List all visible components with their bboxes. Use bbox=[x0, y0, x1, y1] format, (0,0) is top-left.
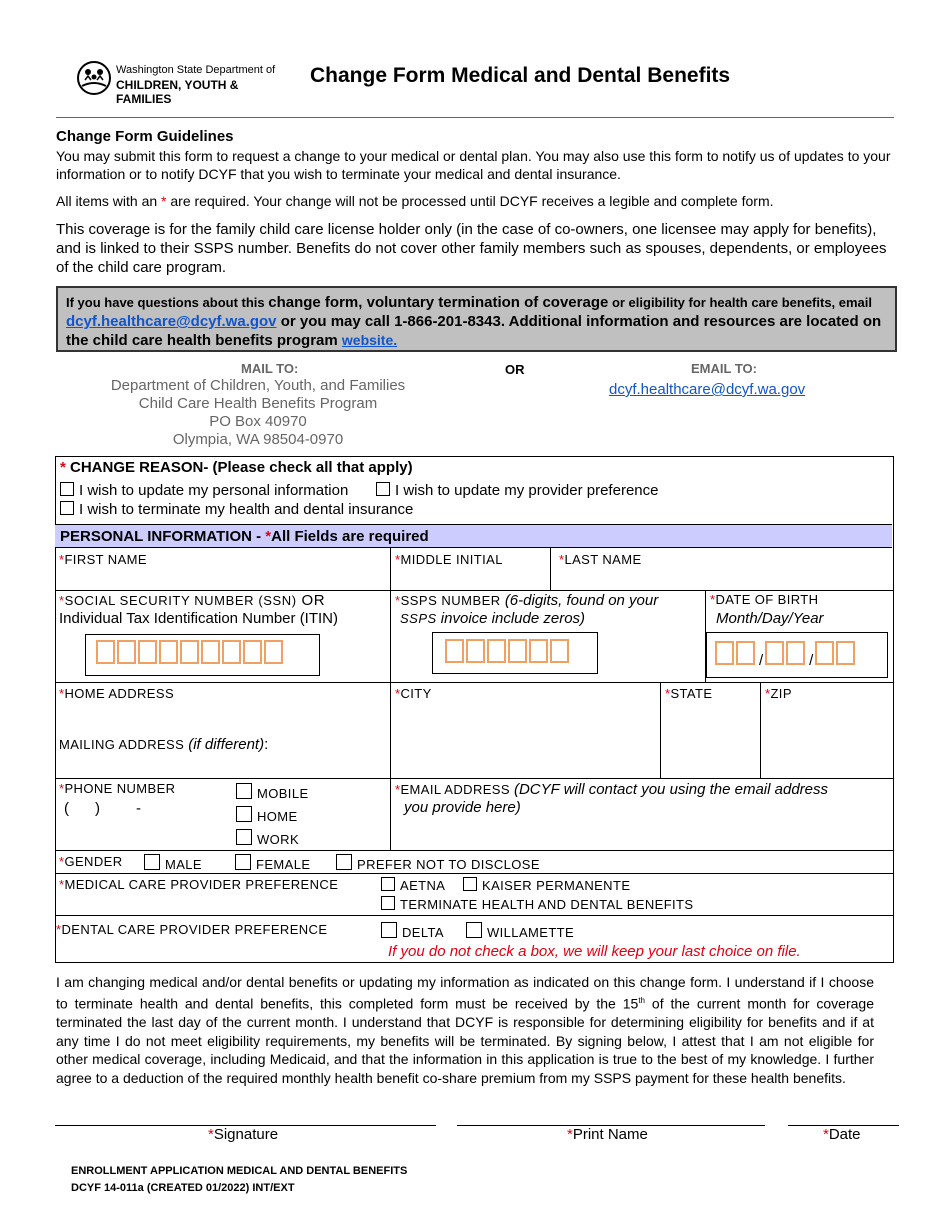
phone-open: ( bbox=[64, 800, 69, 817]
itin-label: Individual Tax Identification Number (ITIN) bbox=[59, 610, 339, 627]
willamette-checkbox[interactable] bbox=[466, 922, 482, 938]
middle-initial-field[interactable] bbox=[395, 552, 503, 567]
dob-sep-1: / bbox=[759, 652, 764, 669]
home-address-field[interactable] bbox=[59, 686, 174, 701]
ssps-label bbox=[395, 592, 658, 609]
mail-to-label: MAIL TO: bbox=[241, 361, 299, 376]
delta-label: DELTA bbox=[402, 925, 444, 940]
reason-personal-checkbox[interactable] bbox=[60, 482, 74, 496]
ssn-or: OR bbox=[296, 592, 326, 609]
mail-line1: Department of Children, Youth, and Families bbox=[110, 377, 406, 394]
home-checkbox[interactable] bbox=[236, 806, 252, 822]
middle-initial-label: MIDDLE INITIAL bbox=[400, 552, 503, 567]
header-divider bbox=[56, 117, 894, 118]
phone-type-mobile[interactable] bbox=[236, 783, 309, 801]
medical-kaiser-option[interactable] bbox=[463, 877, 630, 893]
or-label: OR bbox=[505, 362, 525, 377]
prefer-not-label: PREFER NOT TO DISCLOSE bbox=[357, 857, 540, 872]
date-field[interactable] bbox=[823, 1126, 861, 1143]
footer-line1: ENROLLMENT APPLICATION MEDICAL AND DENTAL BENEFITS bbox=[71, 1165, 408, 1177]
mail-line2: Child Care Health Benefits Program bbox=[138, 395, 378, 412]
aetna-label: AETNA bbox=[400, 878, 446, 893]
ssn-star: * bbox=[59, 593, 65, 608]
city-label: CITY bbox=[400, 686, 432, 701]
reason-option-terminate[interactable] bbox=[60, 501, 413, 518]
prefer-not-checkbox[interactable] bbox=[336, 854, 352, 870]
row-divider-6 bbox=[55, 915, 893, 916]
medical-star: * bbox=[59, 877, 65, 892]
mailing-colon: : bbox=[264, 736, 269, 753]
mail-line4: Olympia, WA 98504-0970 bbox=[172, 431, 344, 448]
footer-line2: DCYF 14-011a (CREATED 01/2022) INT/EXT bbox=[71, 1182, 295, 1194]
dob-input[interactable] bbox=[706, 632, 888, 678]
phone-dash: - bbox=[136, 800, 141, 817]
row-divider-1 bbox=[55, 590, 893, 591]
gender-female-option[interactable] bbox=[235, 854, 310, 872]
kaiser-checkbox[interactable] bbox=[463, 877, 477, 891]
willamette-label: WILLAMETTE bbox=[487, 925, 575, 940]
dental-star: * bbox=[56, 922, 62, 937]
p2-star: * bbox=[161, 193, 167, 209]
page-title: Change Form Medical and Dental Benefits bbox=[310, 64, 731, 87]
mailing-address-label: MAILING ADDRESS bbox=[59, 737, 189, 752]
phone-field[interactable] bbox=[59, 781, 175, 796]
gender-star: * bbox=[59, 854, 65, 869]
signature-star: * bbox=[208, 1126, 214, 1143]
reason-star: * bbox=[60, 459, 66, 476]
female-checkbox[interactable] bbox=[235, 854, 251, 870]
last-name-field[interactable] bbox=[559, 552, 642, 567]
mail-line3: PO Box 40970 bbox=[209, 413, 307, 430]
first-name-star: * bbox=[59, 552, 65, 567]
email-to-link[interactable]: dcyf.healthcare@dcyf.wa.gov bbox=[609, 381, 806, 398]
mobile-checkbox[interactable] bbox=[236, 783, 252, 799]
personal-heading-pre: PERSONAL INFORMATION - bbox=[60, 528, 266, 545]
ssps-star: * bbox=[395, 593, 401, 608]
ssn-label-a: SOCIAL SECURITY NUMBER (SSN) bbox=[64, 593, 297, 608]
phone-close: ) bbox=[95, 800, 100, 817]
middle-initial-star: * bbox=[395, 552, 401, 567]
ssps-label-a: SSPS NUMBER bbox=[400, 593, 505, 608]
gender-male-option[interactable] bbox=[144, 854, 202, 872]
signature-label: Signature bbox=[213, 1126, 279, 1143]
attest-text-b: of the current month for coverage terminated the last day of the current month. I understand that DCYF is responsible for determining eligibility for benefits and if at any time I do not meet eligibility requirements, my benefits will be terminated. By signing below, I attest that I am not eligible for other medical coverage, including Medicaid, and that the information in this application is true to the best of my knowledge. I further agree to a deduction of the required monthly health benefit co-share premium from my SSPS payment for these health benefits. bbox=[56, 995, 874, 1087]
guidelines-p1: You may submit this form to request a change to your medical or dental plan. You may also use this form to notify us of updates to your information or to notify DCYF that you wish to terminate your medical and dental insurance. bbox=[56, 148, 891, 182]
email-label: EMAIL ADDRESS bbox=[400, 782, 514, 797]
reason-personal-label: I wish to update my personal information bbox=[79, 482, 349, 499]
ssn-label bbox=[59, 592, 325, 609]
delta-checkbox[interactable] bbox=[381, 922, 397, 938]
col-divider-zip bbox=[760, 682, 761, 778]
dental-pref-text: DENTAL CARE PROVIDER PREFERENCE bbox=[61, 922, 328, 937]
logo-line2: CHILDREN, YOUTH & FAMILIES bbox=[116, 78, 239, 106]
notice-email-link[interactable]: dcyf.healthcare@dcyf.wa.gov bbox=[66, 313, 277, 330]
personal-heading-star: * bbox=[265, 528, 272, 545]
email-star: * bbox=[395, 782, 401, 797]
dob-sep-2: / bbox=[809, 652, 814, 669]
reason-option-personal[interactable] bbox=[60, 482, 348, 499]
signature-field[interactable] bbox=[208, 1126, 278, 1143]
medical-aetna-option[interactable] bbox=[381, 877, 445, 893]
phone-type-home[interactable] bbox=[236, 806, 298, 824]
reason-terminate-checkbox[interactable] bbox=[60, 501, 74, 515]
ssps-label-b: SSPS bbox=[400, 611, 441, 626]
guidelines-p3: This coverage is for the family child care license holder only (in the case of co-owners, one licensee may apply for benefits), and is linked to their SSPS number. Benefits do not cover other family members such as spouses, dependents, or employees of the child care program. bbox=[56, 221, 887, 276]
row-divider-3 bbox=[55, 778, 893, 779]
medical-pref-label bbox=[59, 877, 338, 892]
attest-text-a: I am changing medical and/or dental benefits or updating my information as indicated on this change form. I understand if I choose to terminate health and dental benefits, this completed form must be received by the 15 bbox=[56, 974, 874, 1012]
guidelines-p2 bbox=[56, 193, 896, 209]
last-name-label: LAST NAME bbox=[564, 552, 642, 567]
row-divider-2 bbox=[55, 682, 893, 683]
notice-t2: change form, voluntary termination of coverage bbox=[268, 294, 609, 311]
website-link[interactable]: website. bbox=[341, 332, 398, 348]
ssn-input[interactable] bbox=[85, 634, 320, 676]
state-label: STATE bbox=[670, 686, 713, 701]
print-name-star: * bbox=[567, 1126, 573, 1143]
ssps-note-b: invoice include zeros) bbox=[440, 610, 586, 627]
reason-terminate-label: I wish to terminate my health and dental insurance bbox=[79, 501, 414, 518]
ssps-input[interactable] bbox=[432, 632, 598, 674]
keep-choice-note: If you do not check a box, we will keep your last choice on file. bbox=[388, 943, 801, 960]
attestation-text bbox=[56, 973, 874, 1088]
work-label: WORK bbox=[257, 832, 300, 847]
state-field[interactable] bbox=[665, 686, 712, 701]
reason-option-provider[interactable] bbox=[376, 482, 658, 499]
row-divider-4 bbox=[55, 850, 893, 851]
mail-address bbox=[90, 377, 426, 449]
city-star: * bbox=[395, 686, 401, 701]
guidelines-heading: Change Form Guidelines bbox=[56, 128, 234, 145]
kaiser-label: KAISER PERMANENTE bbox=[482, 878, 631, 893]
dob-star: * bbox=[710, 592, 716, 607]
col-divider-main bbox=[390, 548, 391, 850]
email-note-a: (DCYF will contact you using the email address bbox=[513, 781, 828, 798]
gender-label: GENDER bbox=[64, 854, 123, 869]
medical-pref-text: MEDICAL CARE PROVIDER PREFERENCE bbox=[64, 877, 339, 892]
email-to-label: EMAIL TO: bbox=[691, 361, 757, 376]
dental-pref-label bbox=[56, 922, 327, 937]
notice-t4: or you may call 1-866-201-8343. Additional information and resources are located on the child care health benefits program bbox=[66, 313, 882, 349]
date-star: * bbox=[823, 1126, 829, 1143]
first-name-label: FIRST NAME bbox=[64, 552, 147, 567]
p2-post: are required. Your change will not be processed until DCYF receives a legible and complete form. bbox=[166, 193, 774, 209]
dcyf-logo bbox=[76, 58, 281, 106]
logo-line1: Washington State Department of bbox=[116, 64, 276, 76]
zip-field[interactable] bbox=[765, 686, 792, 701]
female-label: FEMALE bbox=[256, 857, 311, 872]
home-address-star: * bbox=[59, 686, 65, 701]
p2-pre: All items with an bbox=[56, 193, 162, 209]
email-field[interactable] bbox=[395, 781, 828, 798]
dental-delta-option[interactable] bbox=[381, 922, 444, 940]
mailing-address-field[interactable] bbox=[59, 736, 269, 753]
row-divider-5 bbox=[55, 873, 893, 874]
print-name-label: Print Name bbox=[572, 1126, 648, 1143]
gender-row bbox=[59, 854, 123, 869]
phone-type-work[interactable] bbox=[236, 829, 299, 847]
change-reason-heading bbox=[60, 459, 413, 476]
first-name-field[interactable] bbox=[59, 552, 147, 567]
reason-provider-label: I wish to update my provider preference bbox=[395, 482, 659, 499]
aetna-checkbox[interactable] bbox=[381, 877, 395, 891]
dob-format: Month/Day/Year bbox=[716, 610, 824, 627]
dob-label bbox=[710, 592, 818, 607]
ssps-label-2 bbox=[400, 610, 585, 627]
col-divider-state bbox=[660, 682, 661, 778]
col-divider-initial bbox=[550, 548, 551, 590]
reason-heading-text: CHANGE REASON- (Please check all that apply) bbox=[65, 459, 413, 476]
city-field[interactable] bbox=[395, 686, 432, 701]
zip-star: * bbox=[765, 686, 771, 701]
email-note-b: you provide here) bbox=[404, 799, 521, 816]
dental-willamette-option[interactable] bbox=[466, 922, 574, 940]
male-checkbox[interactable] bbox=[144, 854, 160, 870]
medical-terminate-option[interactable] bbox=[381, 896, 693, 912]
home-label: HOME bbox=[257, 809, 298, 824]
terminate-label: TERMINATE HEALTH AND DENTAL BENEFITS bbox=[400, 897, 694, 912]
print-name-field[interactable] bbox=[567, 1126, 648, 1143]
zip-label: ZIP bbox=[770, 686, 792, 701]
terminate-checkbox[interactable] bbox=[381, 896, 395, 910]
dob-label-text: DATE OF BIRTH bbox=[715, 592, 819, 607]
mobile-label: MOBILE bbox=[257, 786, 309, 801]
last-name-star: * bbox=[559, 552, 565, 567]
ssps-note-a: (6-digits, found on your bbox=[504, 592, 659, 609]
notice-t3: or eligibility for health care benefits, email bbox=[608, 295, 873, 310]
mailing-address-note: (if different) bbox=[188, 736, 265, 753]
male-label: MALE bbox=[165, 857, 203, 872]
phone-label: PHONE NUMBER bbox=[64, 781, 176, 796]
family-logo-icon bbox=[76, 60, 112, 96]
state-star: * bbox=[665, 686, 671, 701]
date-label: Date bbox=[828, 1126, 861, 1143]
attest-sup: th bbox=[638, 995, 645, 1005]
phone-star: * bbox=[59, 781, 65, 796]
gender-prefer-not-option[interactable] bbox=[336, 854, 540, 872]
reason-provider-checkbox[interactable] bbox=[376, 482, 390, 496]
phone-format bbox=[64, 800, 141, 817]
personal-heading-post: All Fields are required bbox=[271, 528, 429, 545]
personal-info-heading bbox=[55, 524, 892, 548]
contact-notice bbox=[56, 286, 897, 352]
work-checkbox[interactable] bbox=[236, 829, 252, 845]
notice-t1: If you have questions about this bbox=[66, 295, 269, 310]
home-address-label: HOME ADDRESS bbox=[64, 686, 175, 701]
